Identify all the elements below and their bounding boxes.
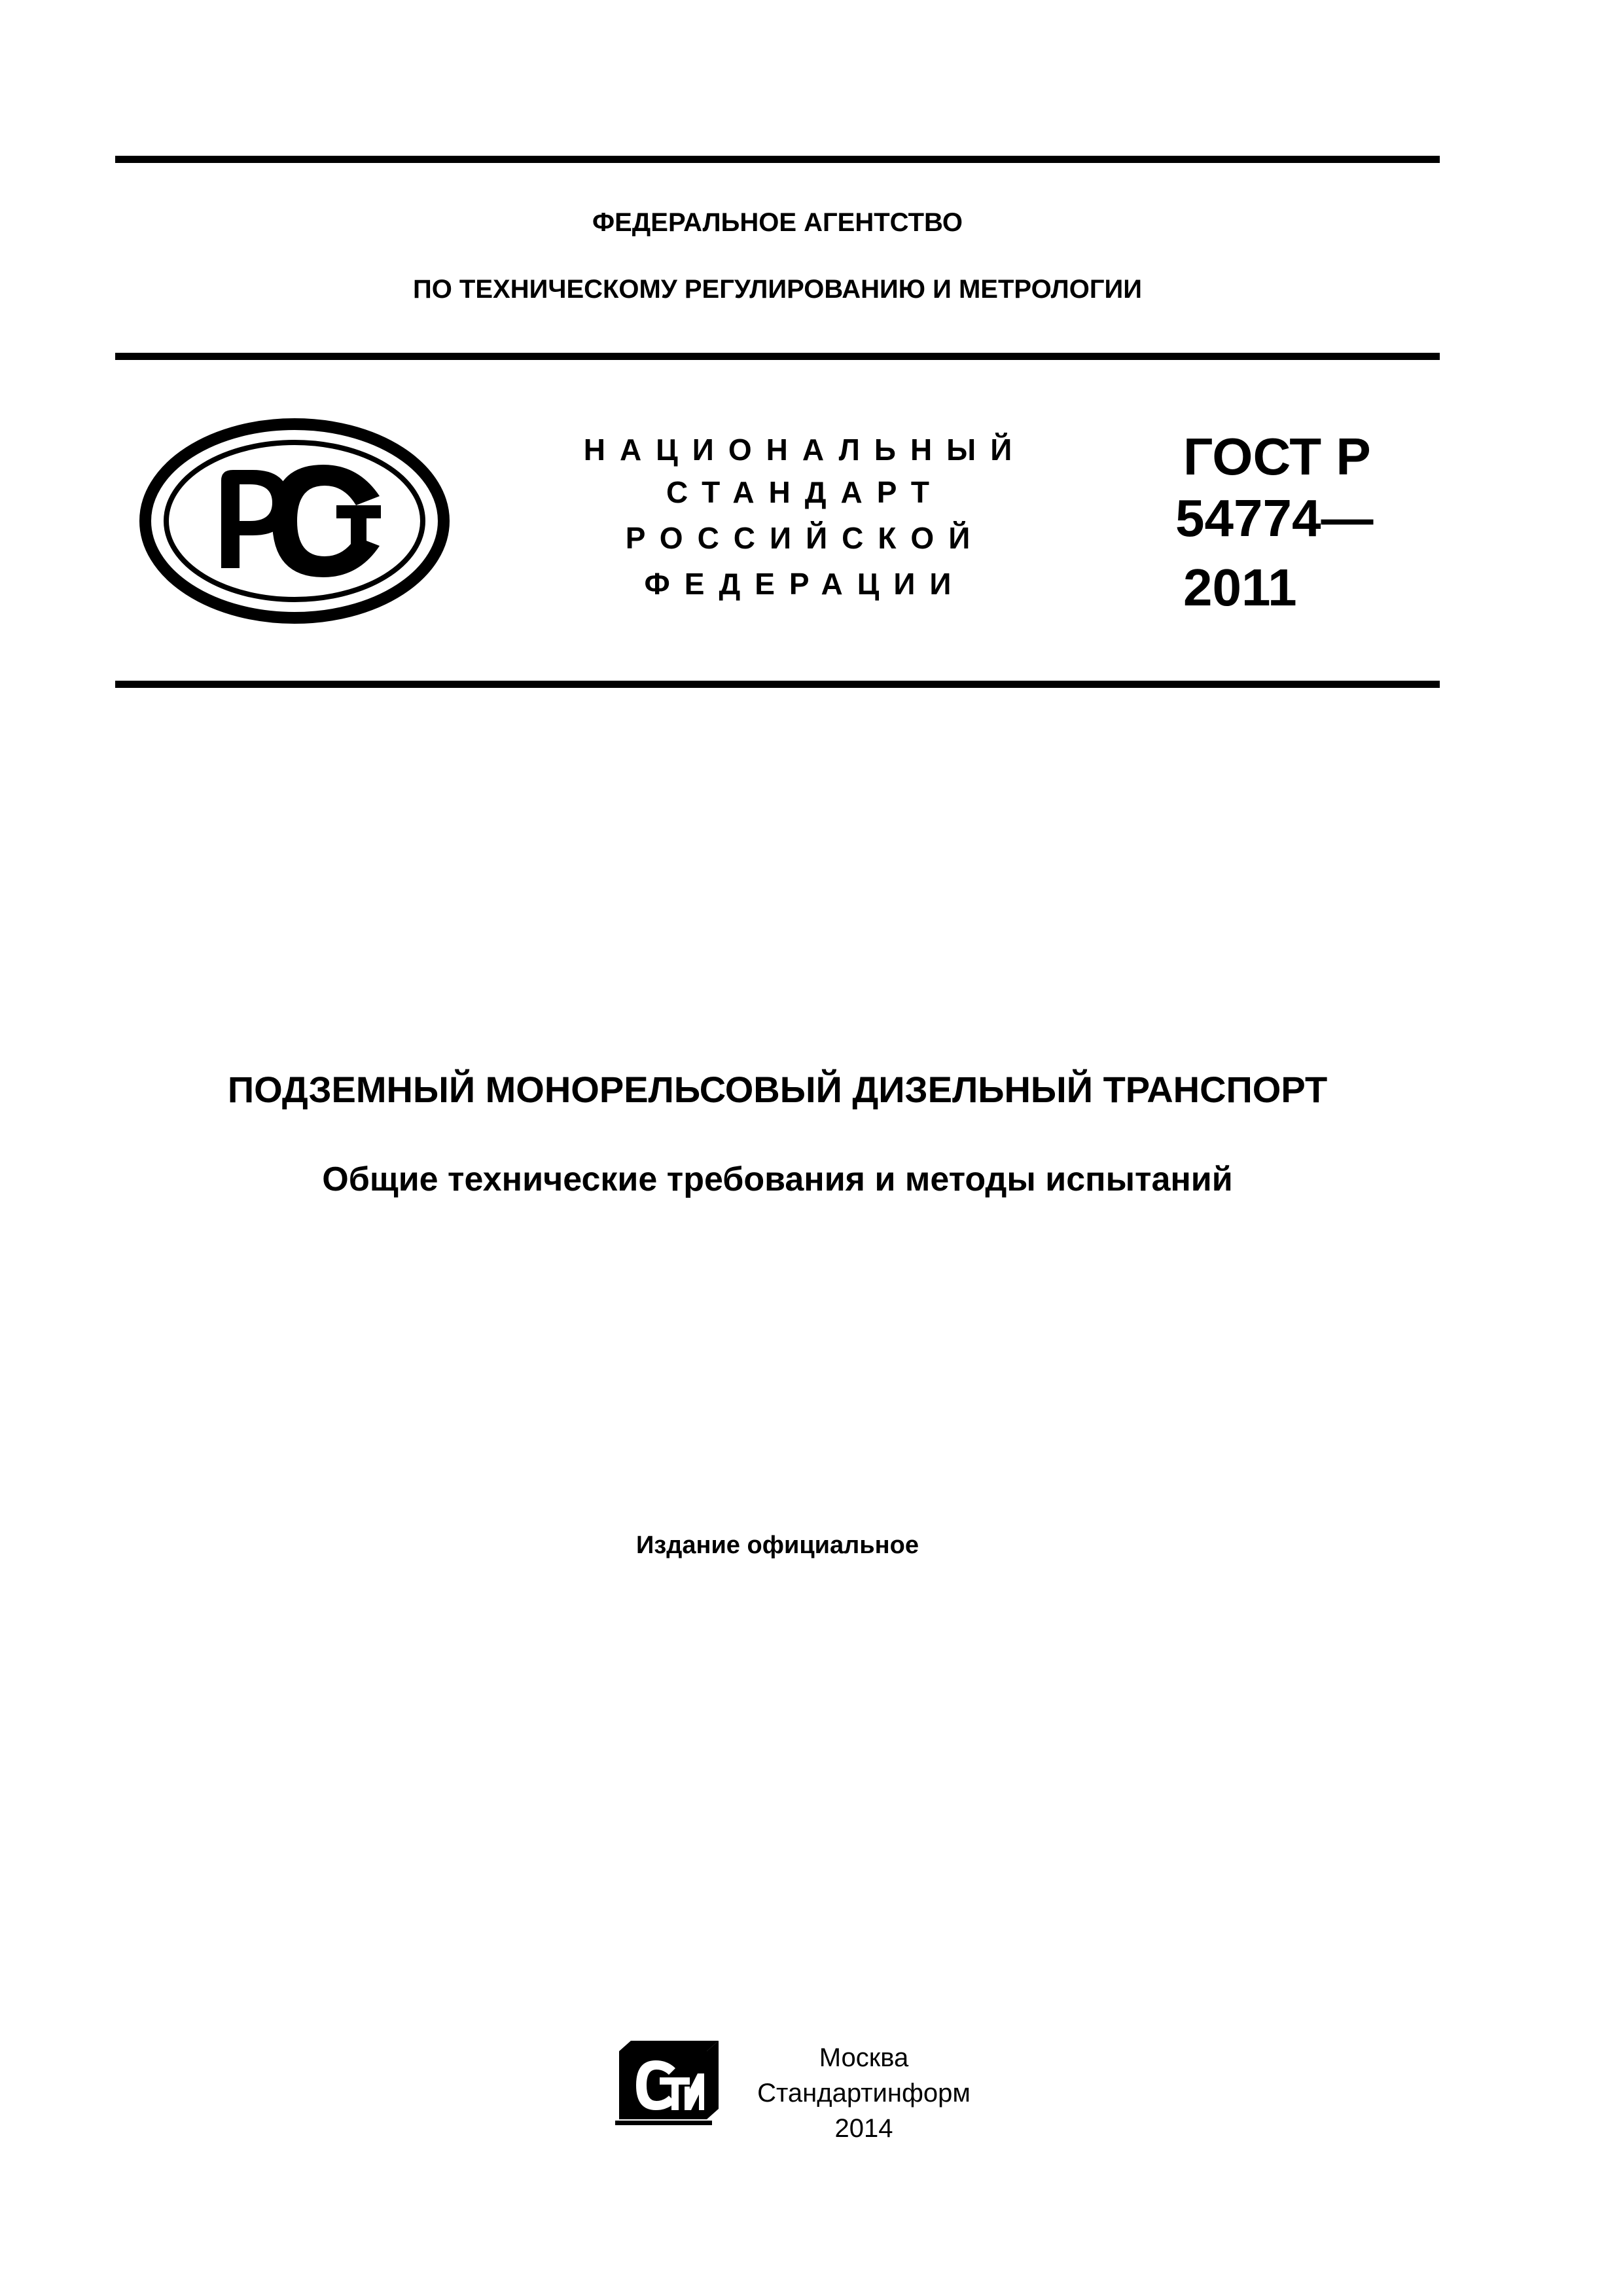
designation-line-3: 2011 — [1183, 558, 1297, 617]
document-title: ПОДЗЕМНЫЙ МОНОРЕЛЬСОВЫЙ ДИЗЕЛЬНЫЙ ТРАНСПОРТ — [227, 1069, 1328, 1110]
standard-type-line-3: РОССИЙСКОЙ — [625, 521, 985, 555]
publication-year: 2014 — [834, 2114, 893, 2143]
standard-type-line-1: НАЦИОНАЛЬНЫЙ — [583, 433, 1027, 467]
agency-name-line-2: ПО ТЕХНИЧЕСКОМУ РЕГУЛИРОВАНИЮ И МЕТРОЛОГИИ — [412, 275, 1143, 304]
designation-line-1: ГОСТ Р — [1183, 427, 1371, 486]
document-subtitle: Общие технические требования и методы испытаний — [322, 1160, 1233, 1198]
top-divider — [115, 156, 1440, 163]
bottom-divider — [115, 681, 1440, 688]
publisher-city: Москва — [819, 2043, 909, 2072]
standartinform-logo-icon — [613, 2034, 725, 2131]
publisher-name: Стандартинформ — [757, 2079, 971, 2108]
edition-label: Издание официальное — [636, 1532, 919, 1559]
standard-type-line-4: ФЕДЕРАЦИИ — [644, 567, 966, 601]
designation-line-2: 54774— — [1175, 489, 1374, 547]
gost-r-emblem-icon — [137, 416, 452, 626]
middle-divider — [115, 353, 1440, 360]
agency-name-line-1: ФЕДЕРАЛЬНОЕ АГЕНТСТВО — [592, 208, 963, 237]
standard-type-line-2: СТАНДАРТ — [666, 475, 944, 509]
